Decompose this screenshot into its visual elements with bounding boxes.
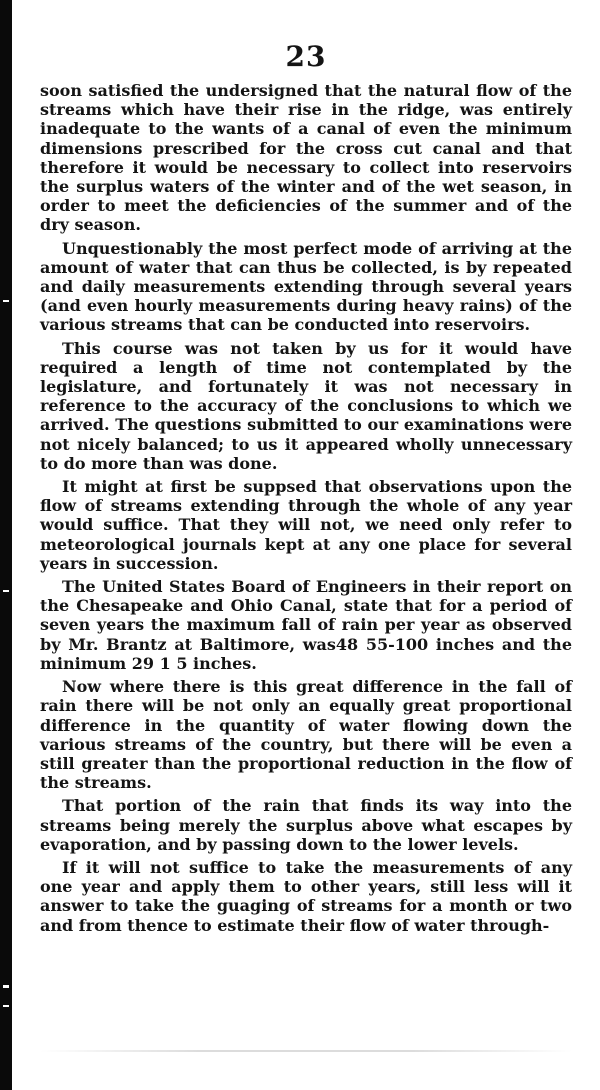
page-number: 23 [285, 40, 327, 73]
scan-edge-notch [3, 985, 9, 988]
scan-edge-notch [3, 590, 9, 592]
paragraph: It might at first be suppsed that observations upon the flow of streams extending through the whole of any year would suffice. That they will not, we need only refer to meteorological journals kept at any one place for several years in succession. [40, 477, 572, 573]
scan-edge-bar [0, 0, 12, 1090]
paragraph: Unquestionably the most perfect mode of arriving at the amount of water that can thus be collected, is by repeated and daily measurements extending through several years (and even hourly measurements during heavy rains) of the various streams that can be conducted into reservoirs. [40, 238, 572, 335]
paragraph: This course was not taken by us for it would have required a length of time not contemplated by the legislature, and fortunately it was not necessary in reference to the accuracy of the conclusions to which we arrived. The questions submitted to our examinations were not nicely balanced; to us it appeared wholly unnecessary to do more than was done. [40, 338, 572, 473]
paragraph: soon satisfied the undersigned that the natural flow of the streams which have their rise in the ridge, was entirely inadequate to the wants of a canal of even the minimum dimensions prescribed for the cross cut canal and that therefore it would be necessary to collect into reservoirs the surplus waters of the winter and of the wet season, in order to meet the deficiencies of the summer and of the dry season. [40, 81, 572, 235]
scan-edge-notch [3, 1005, 9, 1007]
paragraph: The United States Board of Engineers in their report on the Chesapeake and Ohio Canal, state that for a period of seven years the maximum fall of rain per year as observed by Mr. Brantz at Baltimore, was48 55-100 inches and the minimum 29 1 5 inches. [40, 577, 572, 673]
paragraph: That portion of the rain that finds its way into the streams being merely the surplus above what escapes by evaporation, and by passing down to the lower levels. [40, 796, 572, 854]
bleed-through-line [40, 1050, 572, 1052]
body-text [40, 81, 572, 935]
scan-edge-notch [3, 300, 9, 302]
paragraph: If it will not suffice to take the measurements of any one year and apply them to other years, still less will it answer to take the guaging of streams for a month or two and from thence to estimate their flow of water through- [40, 857, 572, 935]
document-page [40, 0, 572, 1090]
paragraph: Now where there is this great difference in the fall of rain there will be not only an equally great proportional difference in the quantity of water flowing down the various streams of the country, but there will be even a still greater than the proportional reduction in the flow of the streams. [40, 677, 572, 793]
